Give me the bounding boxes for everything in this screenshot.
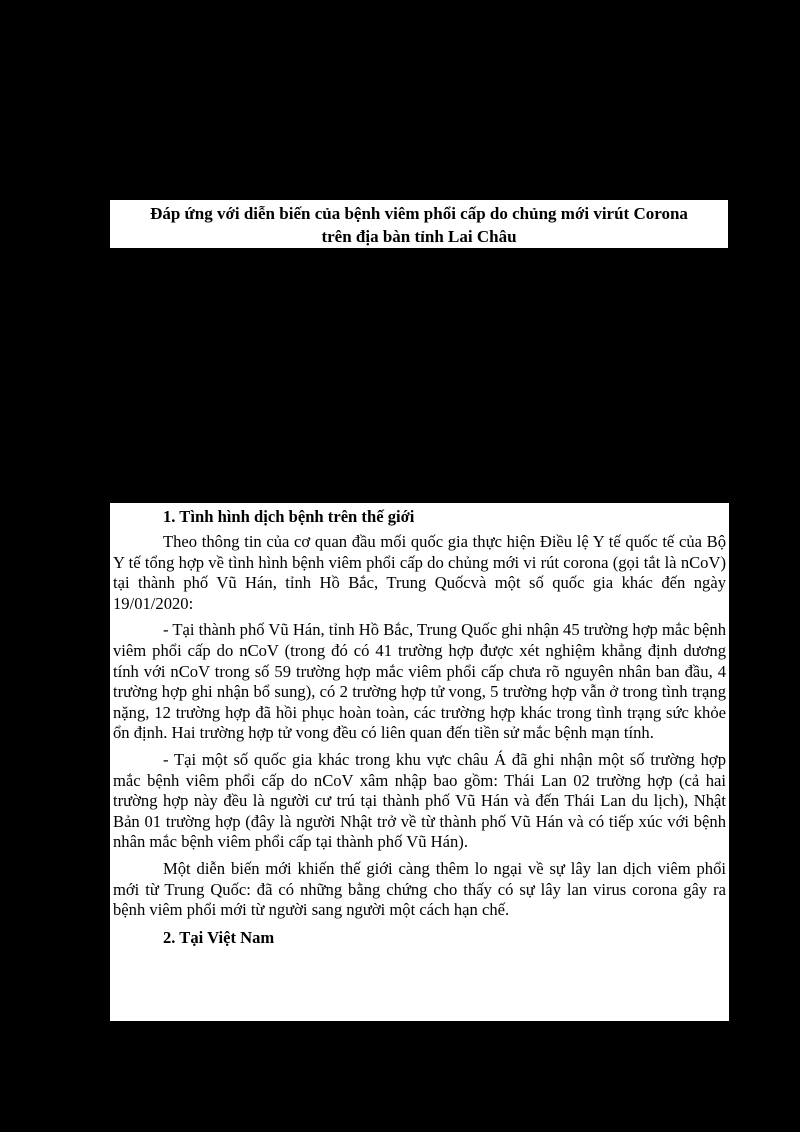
title-line-2: trên địa bàn tỉnh Lai Châu <box>321 227 517 246</box>
title-line-1: Đáp ứng với diễn biến của bệnh viêm phổi cấp do chủng mới virút Corona <box>150 204 688 223</box>
document-body <box>110 503 729 1021</box>
paragraph-transmission: Một diễn biến mới khiến thế giới càng thêm lo ngại về sự lây lan dịch viêm phổi mới từ Trung Quốc: đã có những bằng chứng cho thấy có sự lây lan virus corona gây ra bệnh viêm phổi mới từ người sang người một cách hạn chế. <box>113 858 726 920</box>
document-title <box>110 200 728 248</box>
paragraph-wuhan: - Tại thành phố Vũ Hán, tỉnh Hồ Bắc, Trung Quốc ghi nhận 45 trường hợp mắc bệnh viêm phổi cấp do nCoV (trong đó có 41 trường hợp được xét nghiệm khẳng định dương tính với nCoV trong số 59 trường hợp mắc viêm phổi cấp chưa rõ nguyên nhân ban đầu, 4 trường hợp ghi nhận bổ sung), có 2 trường hợp tử vong, 5 trường hợp vẫn ở trong tình trạng nặng, 12 trường hợp đã hồi phục hoàn toàn, các trường hợp khác trong tình trạng sức khỏe ổn định. Hai trường hợp tử vong đều có liên quan đến tiền sử mắc bệnh mạn tính. <box>113 620 726 743</box>
section-heading-world: 1. Tình hình dịch bệnh trên thế giới <box>163 507 415 526</box>
section-heading-vietnam: 2. Tại Việt Nam <box>163 927 275 947</box>
paragraph-asia: - Tại một số quốc gia khác trong khu vực châu Á đã ghi nhận một số trường hợp mắc bệnh viêm phổi cấp do nCoV xâm nhập bao gồm: Thái Lan 02 trường hợp (cả hai trường hợp này đều là người cư trú tại thành phố Vũ Hán và đến Thái Lan du lịch), Nhật Bản 01 trường hợp (đây là người Nhật trở về từ thành phố Vũ Hán và có tiếp xúc với bệnh nhân mắc bệnh viêm phổi cấp tại thành phố Vũ Hán). <box>113 749 726 852</box>
paragraph-intro: Theo thông tin của cơ quan đầu mối quốc gia thực hiện Điều lệ Y tế quốc tế của Bộ Y tế tổng hợp về tình hình bệnh viêm phổi cấp do chủng mới vi rút corona (gọi tắt là nCoV) tại thành phố Vũ Hán, tỉnh Hồ Bắc, Trung Quốcvà một số quốc gia khác đến ngày 19/01/2020: <box>113 532 726 613</box>
